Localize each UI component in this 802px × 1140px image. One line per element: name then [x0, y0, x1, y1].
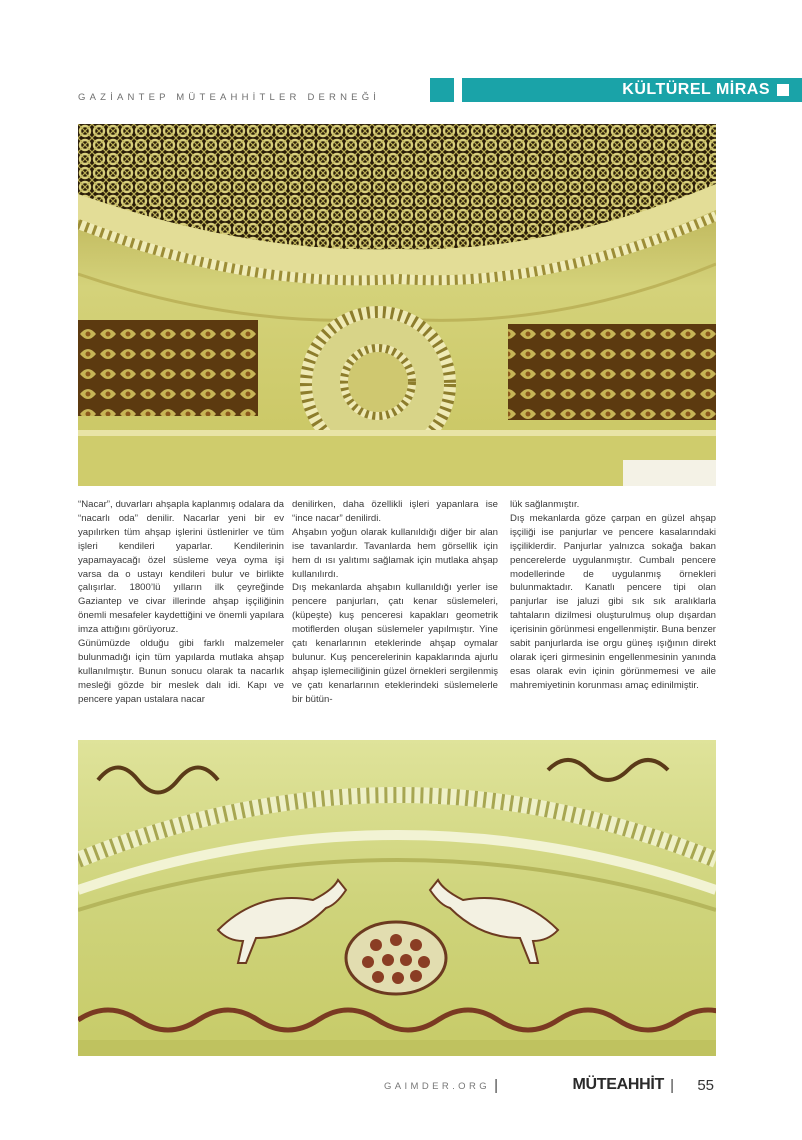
text-column-3: [510, 498, 716, 693]
section-square-icon: [777, 84, 789, 96]
section-title: KÜLTÜREL MİRAS: [622, 81, 770, 98]
paragraph: “Nacar”, duvarları ahşapla kaplanmış odalara da “nacarlı oda” denilir. Nacarlar yeni bir ev yapılırken tüm ahşap işlerini üstlenirler ve tüm işleri kendileri yaparlar. Kendilerinin yapamayacağı özel süsleme veya oyma işi varsa da o ustayı kendileri bulur ve birlikte çalışırlar. 1800’lü yılların ilk çeyreğinde Gaziantep ve civar illerinde ahşap işçiliğinin önemli mesafeler kaydettiğini ve önemli yapılara imza attığını görüyoruz.: [78, 499, 284, 636]
text-column-1: [78, 498, 284, 707]
magazine-brand: MÜTEAHHİT: [572, 1076, 664, 1093]
paragraph: denilirken, daha özellikli işleri yapanlara ise “ince nacar” denilirdi.: [292, 499, 498, 524]
header-accent-square: [430, 78, 454, 102]
paragraph: Günümüzde olduğu gibi farklı malzemeler bulunmadığı için tüm yapılarda mutlaka ahşap kullanılmıştır. Bunun sonucu olarak ta nacarlık mesleği gözde bir meslek dalı idi. Kapı ve pencere yapan ustalara nacar: [78, 638, 284, 705]
bottom-photo: [78, 740, 716, 1056]
top-photo: [78, 124, 716, 486]
footer-separator: |: [670, 1077, 674, 1094]
association-name: GAZİANTEP MÜTEAHHİTLER DERNEĞİ: [78, 92, 381, 103]
page-footer: [0, 1072, 716, 1098]
text-column-2: [292, 498, 498, 707]
paragraph: Dış mekanlarda ahşabın kullanıldığı yerler ise pencere panjurları, çatı kenar süslemeleri, (küpeşte) kuş penceresi kapakları geometrik motiflerden oluşan süslemeler yapılmıştır. Yine çatı kenarlarının eteklerinde ahşap oymalar bulunur. Kuş pencerelerinin kapaklarında ajurlu ahşap işlemeciliğinin güzel örnekleri sergilenmiş ve çatı kenarlarının eteklerindeki süslemelerle bir bütün-: [292, 582, 498, 705]
paragraph: Ahşabın yoğun olarak kullanıldığı diğer bir alan ise tavanlardır. Tavanlarda hem görsellik için hem dı ısı yalıtımı sağlamak için mutlaka ahşap kullanılırdı.: [292, 526, 498, 580]
website-link[interactable]: GAIMDER.ORG: [383, 1081, 490, 1092]
paragraph: Dış mekanlarda göze çarpan en güzel ahşap işçiliği ise panjurlar ve pencere kasalarındaki işçiliklerdir. Panjurlar yalnızca sokağa bakan pencerelerde uygulanmıştır. Cumbalı pencere modellerinde de uygulanmış örnekleri bulunmaktadır. Kanatlı pencere tipi olan panjurlar ise jaluzi gibi sık sık aralıklarla tahtaların dizilmesi oluşturulmuş olup dışardan içerisinin görünmesi engellenmiştir. Buna benzer sabit panjurlarda ise orgu güneş ışığının direkt olarak içeri girmesinin engellenmesinin yanında esas olarak evin içinin görünmemesi ve aile mahremiyetinin korunması amaç edinilmiştir.: [510, 512, 716, 691]
page-number: 55: [697, 1077, 714, 1094]
footer-separator: |: [494, 1077, 498, 1094]
paragraph: lük sağlanmıştır.: [510, 499, 580, 510]
section-banner: [462, 78, 802, 102]
